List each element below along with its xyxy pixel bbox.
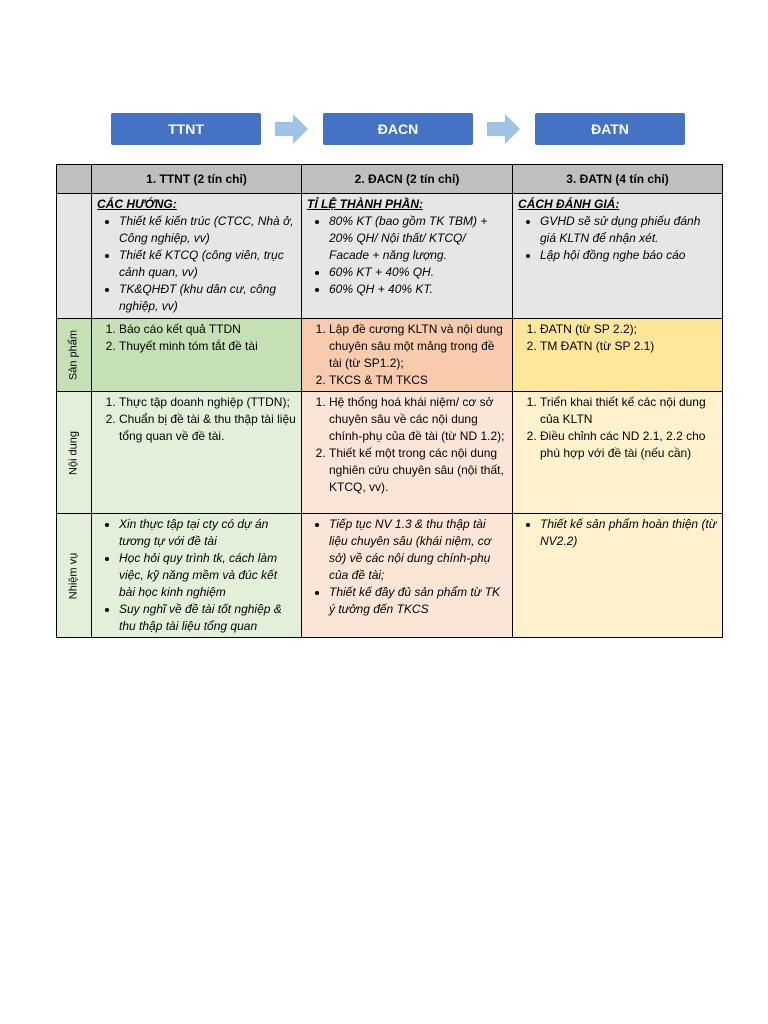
list-item: • TK&QHĐT (khu dân cư, công nghiệp, vv): [119, 281, 296, 315]
corner-cell: [57, 165, 92, 194]
process-flow: [0, 113, 768, 147]
table-cell: [92, 514, 302, 638]
table-cell: [513, 392, 723, 514]
table-row: [57, 194, 723, 319]
flow-step-ttnt: TTNT: [111, 113, 261, 145]
list-item: • 60% KT + 40% QH.: [329, 264, 507, 281]
list-item: • Suy nghĩ về đề tài tốt nghiệp & thu thập tài liệu tổng quan: [119, 601, 296, 635]
list-item: • Thiết kế sản phẩm hoàn thiện (từ NV2.2): [540, 516, 717, 550]
column-header: 3. ĐATN (4 tín chỉ): [513, 165, 723, 194]
arrow-right-icon: [487, 113, 521, 145]
list-item: • 60% QH + 40% KT.: [329, 281, 507, 298]
list-item: • Tiếp tục NV 1.3 & thu thập tài liệu chuyên sâu (khái niệm, cơ sở) về các nội dung chính-phụ của đề tài;: [329, 516, 507, 584]
row-label: Nhiệm vụ: [67, 552, 80, 599]
list-item: • Thiết kế kiến trúc (CTCC, Nhà ở, Công nghiệp, vv): [119, 213, 296, 247]
table-cell: [302, 194, 513, 319]
row-label-cell: [57, 194, 92, 319]
plan-table: [56, 164, 723, 638]
row-label-cell: [57, 392, 92, 514]
table-cell: [302, 514, 513, 638]
list-item: • Học hỏi quy trình tk, cách làm việc, kỹ năng mềm và đúc kết bài học kinh nghiệm: [119, 550, 296, 601]
row-label-cell: [57, 514, 92, 638]
list-item: • Thiết kế KTCQ (công viên, trục cảnh quan, vv): [119, 247, 296, 281]
table-row: [57, 514, 723, 638]
row-label-cell: [57, 319, 92, 392]
flow-step-dacn: ĐACN: [323, 113, 473, 145]
list-item: 1. Lập đề cương KLTN và nội dung chuyên sâu một mảng trong đề tài (từ SP1.2);: [329, 321, 507, 372]
table-cell: [302, 392, 513, 514]
flow-step-datn: ĐATN: [535, 113, 685, 145]
list-item: 2. Thuyết minh tóm tắt đề tài: [119, 338, 296, 355]
table-header-row: [57, 165, 723, 194]
column-header: 2. ĐACN (2 tín chỉ): [302, 165, 513, 194]
list-item: 2. Chuẩn bị đề tài & thu thập tài liệu tổng quan về đề tài.: [119, 411, 296, 445]
table-row: [57, 392, 723, 514]
table-cell: [513, 194, 723, 319]
list-item: • 80% KT (bao gồm TK TBM) + 20% QH/ Nội thất/ KTCQ/ Facade + năng lượng.: [329, 213, 507, 264]
list-item: • Xin thực tập tại cty có dự án tương tự với đề tài: [119, 516, 296, 550]
column-header: 1. TTNT (2 tín chỉ): [92, 165, 302, 194]
arrow-right-icon: [275, 113, 309, 145]
table-cell: [92, 319, 302, 392]
table-cell: [513, 319, 723, 392]
row-label: Nội dung: [67, 430, 80, 475]
table-cell: [92, 194, 302, 319]
list-item: • GVHD sẽ sử dụng phiếu đánh giá KLTN để nhận xét.: [540, 213, 717, 247]
list-item: 1. Triển khai thiết kế các nội dung của KLTN: [540, 394, 717, 428]
list-item: 2. TKCS & TM TKCS: [329, 372, 507, 389]
table-cell: [513, 514, 723, 638]
list-item: 1. ĐATN (từ SP 2.2);: [540, 321, 717, 338]
list-item: 2. TM ĐATN (từ SP 2.1): [540, 338, 717, 355]
list-item: 2. Thiết kế một trong các nội dung nghiên cứu chuyên sâu (nội thất, KTCQ, vv).: [329, 445, 507, 496]
list-item: • Thiết kế đầy đủ sản phẩm từ TK ý tưởng đến TKCS: [329, 584, 507, 618]
table-row: [57, 319, 723, 392]
list-item: 2. Điều chỉnh các ND 2.1, 2.2 cho phù hợp với đề tài (nếu cần): [540, 428, 717, 462]
section-heading: TỈ LỆ THÀNH PHẦN:: [307, 197, 423, 211]
list-item: 1. Hệ thống hoá khái niệm/ cơ sở chuyên sâu về các nội dung chính-phụ của đề tài (từ ND 1.2);: [329, 394, 507, 445]
section-heading: CÁCH ĐÁNH GIÁ:: [518, 197, 620, 211]
list-item: 1. Báo cáo kết quả TTDN: [119, 321, 296, 338]
list-item: 1. Thực tập doanh nghiệp (TTDN);: [119, 394, 296, 411]
list-item: • Lập hội đồng nghe báo cáo: [540, 247, 717, 264]
table-cell: [92, 392, 302, 514]
table-cell: [302, 319, 513, 392]
row-label: Sản phẩm: [67, 329, 80, 381]
section-heading: CÁC HƯỚNG:: [97, 197, 177, 211]
